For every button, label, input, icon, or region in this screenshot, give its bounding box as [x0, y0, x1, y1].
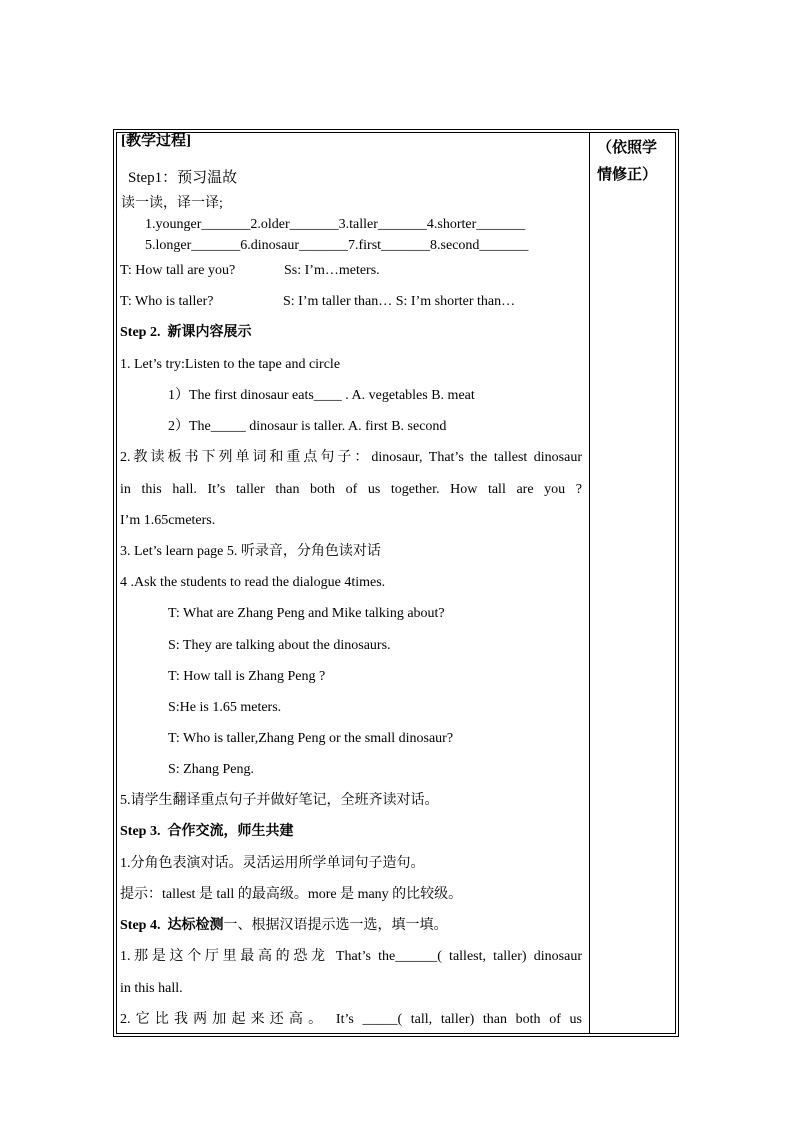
step2-title: Step 2. 新课内容展示 [120, 325, 252, 340]
step2-item2-line3: I’m 1.65cmeters. [120, 513, 216, 528]
step1-vocab-row2: 5.longer_______6.dinosaur_______7.first_______8.second_______ [145, 238, 529, 253]
step3-item1: 1.分角色表演对话。灵活运用所学单词句子造句。 [120, 856, 425, 871]
section-header: [教学过程] [121, 133, 191, 149]
dialogue-line: S:He is 1.65 meters. [168, 700, 282, 715]
side-note-line1: （依照学 [597, 140, 658, 156]
step4-q2-line1: 2.它比我两加起来还高。 It’s _____( tall, taller) than both of us [120, 1012, 582, 1027]
dialogue-line: T: What are Zhang Peng and Mike talking about? [168, 606, 445, 621]
step1-dialog1-students: Ss: I’m…meters. [284, 263, 380, 278]
dialogue-line: S: They are talking about the dinosaurs. [168, 638, 391, 653]
dialogue-line: S: Zhang Peng. [168, 762, 254, 777]
step2-item1-q1: 1）The first dinosaur eats____ . A. vegetables B. meat [168, 388, 475, 403]
step3-tip: 提示：tallest 是 tall 的最高级。more 是 many 的比较级。 [120, 887, 463, 902]
step1-dialog2-student: S: I’m taller than… S: I’m shorter than… [283, 294, 516, 309]
side-note-line2: 情修正） [597, 167, 658, 183]
step2-item4: 4 .Ask the students to read the dialogue 4times. [120, 575, 386, 590]
step1-vocab-row1: 1.younger_______2.older_______3.taller_______4.shorter_______ [145, 217, 526, 232]
step1-dialog2-teacher: T: Who is taller? [120, 294, 214, 309]
step2-item1-q2: 2）The_____ dinosaur is taller. A. first B. second [168, 419, 447, 434]
step2-item3: 3. Let’s learn page 5. 听录音，分角色读对话 [120, 544, 381, 559]
column-divider [589, 132, 590, 1034]
step1-title: Step1：预习温故 [128, 170, 238, 186]
step2-item2-line1: 2.教读板书下列单词和重点句子：dinosaur, That’s the tallest dinosaur [120, 450, 582, 465]
step1-instruction: 读一读，译一译; [121, 196, 223, 211]
step3-title: Step 3. 合作交流，师生共建 [120, 824, 294, 839]
step4-q1-line2: in this hall. [120, 981, 183, 996]
dialogue-line: T: Who is taller,Zhang Peng or the small dinosaur? [168, 731, 454, 746]
step2-item1: 1. Let’s try:Listen to the tape and circle [120, 357, 341, 372]
step4-title: Step 4. 达标检测一、根据汉语提示选一选，填一填。 [120, 918, 448, 933]
step2-item5: 5.请学生翻译重点句子并做好笔记，全班齐读对话。 [120, 793, 439, 808]
step1-dialog1-teacher: T: How tall are you? [120, 263, 236, 278]
step2-item2-line2: in this hall. It’s taller than both of us together. How tall are you ? [120, 482, 582, 497]
step4-q1-line1: 1.那是这个厅里最高的恐龙 That’s the______( tallest, taller) dinosaur [120, 949, 582, 964]
dialogue-line: T: How tall is Zhang Peng ? [168, 669, 326, 684]
